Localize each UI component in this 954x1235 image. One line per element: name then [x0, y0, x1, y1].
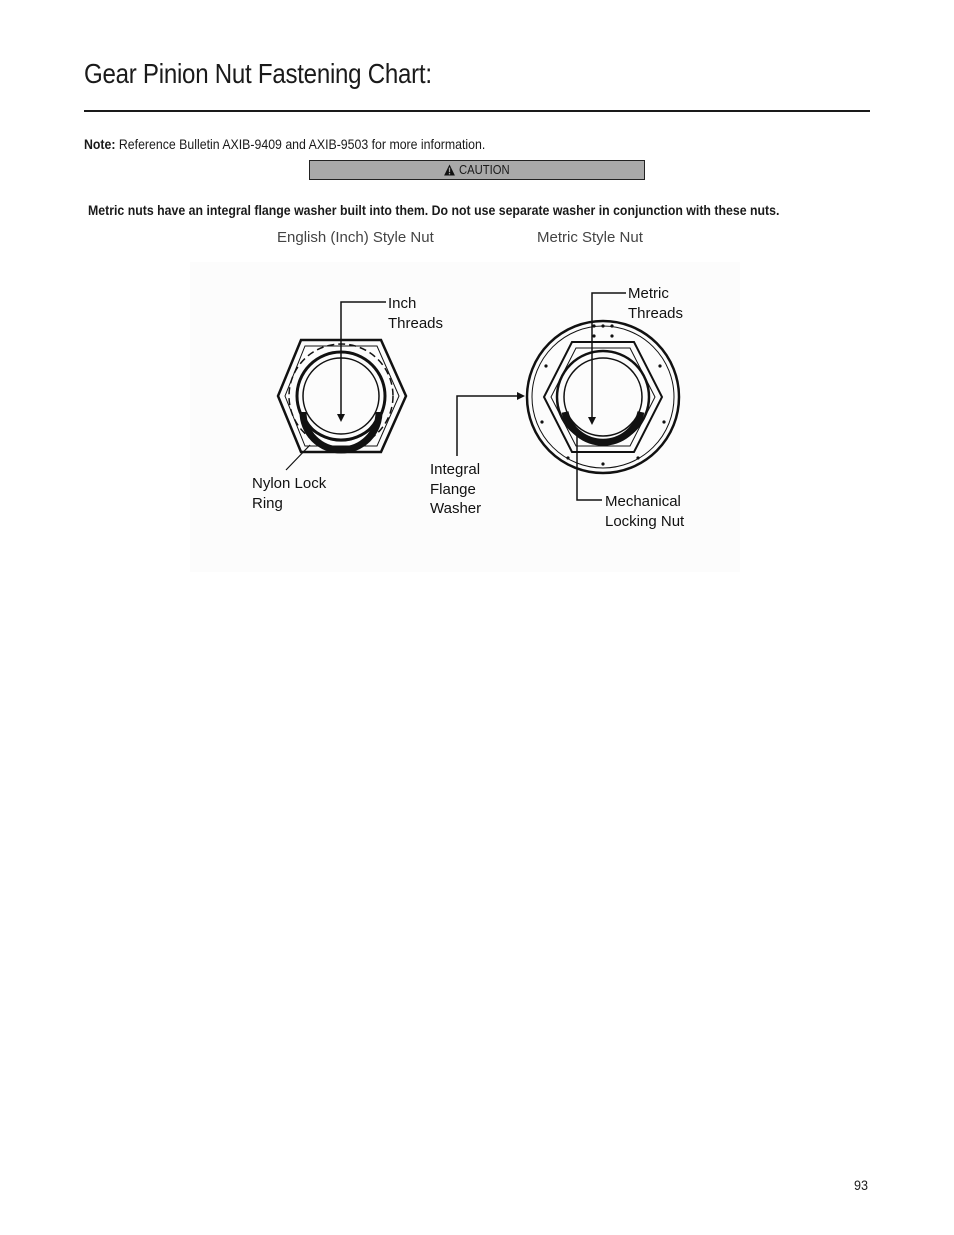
label-integral-flange-washer-3: Washer — [430, 500, 482, 517]
label-nylon-lock-ring-1: Nylon Lock — [252, 475, 327, 492]
label-integral-flange-washer-1: Integral — [430, 461, 481, 478]
page-number: 93 — [854, 1177, 869, 1193]
note-line — [84, 136, 485, 152]
label-nylon-lock-ring-2: Ring — [252, 495, 283, 512]
label-metric-threads-2: Threads — [628, 305, 684, 322]
label-inch-threads-2: Threads — [388, 315, 444, 332]
label-mechanical-locking-nut-2: Locking Nut — [605, 513, 685, 530]
caution-label: CAUTION — [459, 163, 510, 177]
note-text: Reference Bulletin AXIB-9409 and AXIB-9503 for more information. — [115, 136, 486, 152]
nut-illustration — [190, 262, 740, 572]
caption-metric-nut: Metric Style Nut — [537, 229, 643, 246]
note-label: Note: — [84, 136, 116, 152]
label-mechanical-locking-nut-1: Mechanical — [605, 493, 681, 510]
caption-inch-nut: English (Inch) Style Nut — [277, 229, 434, 246]
warning-text: Metric nuts have an integral flange washer built into them. Do not use separate washer in conjunction with these nuts. — [88, 202, 780, 218]
page-title: Gear Pinion Nut Fastening Chart: — [84, 58, 432, 89]
label-integral-flange-washer-2: Flange — [430, 481, 476, 498]
title-rule — [84, 110, 870, 112]
caution-banner — [309, 160, 645, 180]
warning-triangle-icon — [444, 164, 456, 176]
label-metric-threads-1: Metric — [628, 285, 669, 302]
label-inch-threads-1: Inch — [388, 295, 417, 312]
